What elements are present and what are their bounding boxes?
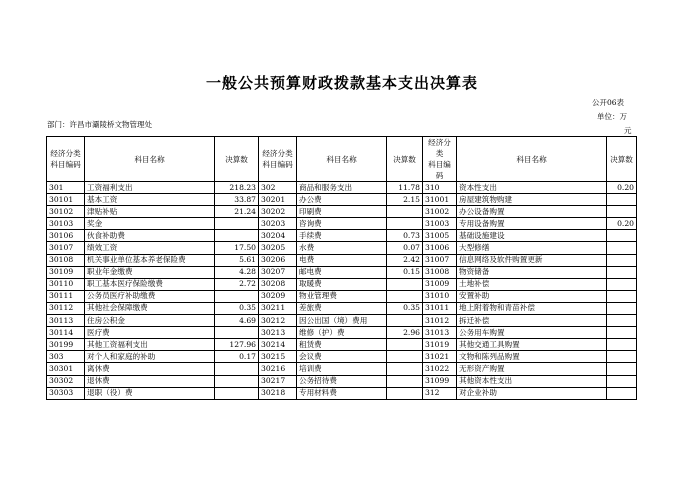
subject-name-cell: 安置补助 [457, 290, 607, 302]
subject-name-cell: 取暖费 [297, 278, 387, 290]
econ-code-cell: 31008 [423, 266, 457, 278]
subject-name-cell: 其他交通工具购置 [457, 339, 607, 351]
header-amount-a: 决算数 [215, 137, 259, 182]
econ-code-cell: 30205 [259, 242, 297, 254]
subject-name-cell: 公务员医疗补助缴费 [85, 290, 215, 302]
subject-name-cell: 其他资本性支出 [457, 375, 607, 387]
amount-cell [607, 242, 637, 254]
subject-name-cell: 公务招待费 [297, 375, 387, 387]
subject-name-cell: 公务用车购置 [457, 327, 607, 339]
amount-cell: 127.96 [215, 339, 259, 351]
econ-code-cell: 30112 [47, 302, 85, 314]
econ-code-cell: 31007 [423, 254, 457, 266]
table-row [47, 218, 637, 230]
amount-cell [215, 363, 259, 375]
header-name-b: 科目名称 [297, 137, 387, 182]
subject-name-cell: 大型修缮 [457, 242, 607, 254]
econ-code-cell: 31010 [423, 290, 457, 302]
form-number: 公开06表 [592, 98, 625, 107]
econ-code-cell: 31001 [423, 194, 457, 206]
econ-code-cell: 30203 [259, 218, 297, 230]
amount-cell: 218.23 [215, 182, 259, 194]
amount-cell [387, 315, 423, 327]
econ-code-cell: 31002 [423, 206, 457, 218]
table-row [47, 387, 637, 399]
amount-cell [607, 363, 637, 375]
econ-code-cell: 30213 [259, 327, 297, 339]
econ-code-cell: 30103 [47, 218, 85, 230]
amount-cell [215, 218, 259, 230]
amount-cell [387, 363, 423, 375]
econ-code-cell: 31003 [423, 218, 457, 230]
expenditure-table [46, 136, 637, 400]
amount-cell: 0.35 [387, 302, 423, 314]
subject-name-cell: 办公设备购置 [457, 206, 607, 218]
subject-name-cell: 物资储备 [457, 266, 607, 278]
amount-cell [607, 315, 637, 327]
unit-label: 单位：万 [597, 112, 627, 121]
econ-code-cell: 31021 [423, 351, 457, 363]
table-header-row [47, 137, 637, 182]
table-row [47, 242, 637, 254]
amount-cell: 0.73 [387, 230, 423, 242]
econ-code-cell: 31009 [423, 278, 457, 290]
econ-code-cell: 310 [423, 182, 457, 194]
department-label: 部门：许昌市灞陵桥文物管理处 [47, 120, 152, 129]
subject-name-cell: 会议费 [297, 351, 387, 363]
amount-cell: 5.61 [215, 254, 259, 266]
subject-name-cell: 商品和服务支出 [297, 182, 387, 194]
amount-cell [607, 387, 637, 399]
econ-code-cell: 30207 [259, 266, 297, 278]
econ-code-cell: 30218 [259, 387, 297, 399]
amount-cell [607, 375, 637, 387]
amount-cell [215, 375, 259, 387]
econ-code-cell: 30101 [47, 194, 85, 206]
amount-cell: 4.28 [215, 266, 259, 278]
econ-code-cell: 31011 [423, 302, 457, 314]
amount-cell [387, 290, 423, 302]
amount-cell: 0.20 [607, 218, 637, 230]
unit-suffix: 元 [624, 126, 632, 135]
subject-name-cell: 医疗费 [85, 327, 215, 339]
amount-cell: 17.50 [215, 242, 259, 254]
amount-cell [387, 351, 423, 363]
subject-name-cell: 租赁费 [297, 339, 387, 351]
amount-cell: 21.24 [215, 206, 259, 218]
econ-code-cell: 30303 [47, 387, 85, 399]
table-row [47, 278, 637, 290]
econ-code-cell: 301 [47, 182, 85, 194]
subject-name-cell: 对企业补助 [457, 387, 607, 399]
econ-code-cell: 31012 [423, 315, 457, 327]
econ-code-cell: 30212 [259, 315, 297, 327]
econ-code-cell: 30211 [259, 302, 297, 314]
amount-cell [387, 387, 423, 399]
econ-code-cell: 30214 [259, 339, 297, 351]
subject-name-cell: 电费 [297, 254, 387, 266]
amount-cell: 33.87 [215, 194, 259, 206]
table-row [47, 302, 637, 314]
subject-name-cell: 土地补偿 [457, 278, 607, 290]
econ-code-cell: 30110 [47, 278, 85, 290]
amount-cell [215, 290, 259, 302]
econ-code-cell: 30109 [47, 266, 85, 278]
table-row [47, 339, 637, 351]
amount-cell: 0.07 [387, 242, 423, 254]
header-code-b: 经济分类 科目编码 [259, 137, 297, 182]
econ-code-cell: 312 [423, 387, 457, 399]
subject-name-cell: 房屋建筑物购建 [457, 194, 607, 206]
header-amount-b: 决算数 [387, 137, 423, 182]
econ-code-cell: 30301 [47, 363, 85, 375]
subject-name-cell: 差旅费 [297, 302, 387, 314]
amount-cell [607, 278, 637, 290]
econ-code-cell: 31022 [423, 363, 457, 375]
amount-cell [387, 278, 423, 290]
amount-cell: 2.15 [387, 194, 423, 206]
amount-cell [607, 266, 637, 278]
header-name-a: 科目名称 [85, 137, 215, 182]
header-name-c: 科目名称 [457, 137, 607, 182]
subject-name-cell: 因公出国（境）费用 [297, 315, 387, 327]
table-row [47, 194, 637, 206]
amount-cell: 11.78 [387, 182, 423, 194]
header-code-a: 经济分类 科目编码 [47, 137, 85, 182]
amount-cell: 2.96 [387, 327, 423, 339]
amount-cell [607, 290, 637, 302]
econ-code-cell: 30102 [47, 206, 85, 218]
subject-name-cell: 水费 [297, 242, 387, 254]
amount-cell [387, 218, 423, 230]
amount-cell [607, 339, 637, 351]
amount-cell [607, 230, 637, 242]
subject-name-cell: 对个人和家庭的补助 [85, 351, 215, 363]
econ-code-cell: 30302 [47, 375, 85, 387]
amount-cell [607, 327, 637, 339]
amount-cell [607, 206, 637, 218]
econ-code-cell: 30111 [47, 290, 85, 302]
subject-name-cell: 拆迁补偿 [457, 315, 607, 327]
amount-cell: 2.72 [215, 278, 259, 290]
econ-code-cell: 30114 [47, 327, 85, 339]
subject-name-cell: 绩效工资 [85, 242, 215, 254]
subject-name-cell: 住房公积金 [85, 315, 215, 327]
subject-name-cell: 津贴补贴 [85, 206, 215, 218]
econ-code-cell: 303 [47, 351, 85, 363]
econ-code-cell: 31099 [423, 375, 457, 387]
table-row [47, 351, 637, 363]
econ-code-cell: 302 [259, 182, 297, 194]
subject-name-cell: 地上附着物和青苗补偿 [457, 302, 607, 314]
subject-name-cell: 退休费 [85, 375, 215, 387]
econ-code-cell: 31019 [423, 339, 457, 351]
table-row [47, 290, 637, 302]
econ-code-cell: 31006 [423, 242, 457, 254]
econ-code-cell: 30108 [47, 254, 85, 266]
econ-code-cell: 30216 [259, 363, 297, 375]
amount-cell: 0.35 [215, 302, 259, 314]
subject-name-cell: 无形资产购置 [457, 363, 607, 375]
amount-cell [387, 375, 423, 387]
table-row [47, 206, 637, 218]
amount-cell [215, 230, 259, 242]
econ-code-cell: 30113 [47, 315, 85, 327]
subject-name-cell: 文物和陈列品购置 [457, 351, 607, 363]
subject-name-cell: 信息网络及软件购置更新 [457, 254, 607, 266]
subject-name-cell: 手续费 [297, 230, 387, 242]
subject-name-cell: 职工基本医疗保险缴费 [85, 278, 215, 290]
subject-name-cell: 机关事业单位基本养老保险费 [85, 254, 215, 266]
subject-name-cell: 物业管理费 [297, 290, 387, 302]
subject-name-cell: 专用材料费 [297, 387, 387, 399]
amount-cell: 0.17 [215, 351, 259, 363]
amount-cell [607, 302, 637, 314]
subject-name-cell: 资本性支出 [457, 182, 607, 194]
subject-name-cell: 培训费 [297, 363, 387, 375]
amount-cell [607, 194, 637, 206]
subject-name-cell: 基础设施建设 [457, 230, 607, 242]
econ-code-cell: 30209 [259, 290, 297, 302]
table-row [47, 315, 637, 327]
subject-name-cell: 邮电费 [297, 266, 387, 278]
econ-code-cell: 30107 [47, 242, 85, 254]
table-row [47, 327, 637, 339]
amount-cell: 2.42 [387, 254, 423, 266]
subject-name-cell: 离休费 [85, 363, 215, 375]
subject-name-cell: 其他社会保障缴费 [85, 302, 215, 314]
econ-code-cell: 30106 [47, 230, 85, 242]
amount-cell [387, 339, 423, 351]
econ-code-cell: 31005 [423, 230, 457, 242]
amount-cell: 0.15 [387, 266, 423, 278]
table-row [47, 254, 637, 266]
table-row [47, 230, 637, 242]
table-row [47, 363, 637, 375]
econ-code-cell: 30217 [259, 375, 297, 387]
table-row [47, 266, 637, 278]
subject-name-cell: 办公费 [297, 194, 387, 206]
amount-cell [215, 387, 259, 399]
subject-name-cell: 职业年金缴费 [85, 266, 215, 278]
amount-cell [387, 206, 423, 218]
econ-code-cell: 30215 [259, 351, 297, 363]
subject-name-cell: 专用设备购置 [457, 218, 607, 230]
header-amount-c: 决算数 [607, 137, 637, 182]
amount-cell [607, 351, 637, 363]
amount-cell: 0.20 [607, 182, 637, 194]
econ-code-cell: 30199 [47, 339, 85, 351]
econ-code-cell: 30201 [259, 194, 297, 206]
subject-name-cell: 奖金 [85, 218, 215, 230]
econ-code-cell: 31013 [423, 327, 457, 339]
subject-name-cell: 维修（护）费 [297, 327, 387, 339]
subject-name-cell: 基本工资 [85, 194, 215, 206]
subject-name-cell: 退职（役）费 [85, 387, 215, 399]
amount-cell: 4.69 [215, 315, 259, 327]
table-row [47, 375, 637, 387]
econ-code-cell: 30208 [259, 278, 297, 290]
table-row [47, 182, 637, 194]
report-title: 一般公共预算财政拨款基本支出决算表 [205, 74, 478, 92]
amount-cell [215, 327, 259, 339]
subject-name-cell: 工资福利支出 [85, 182, 215, 194]
header-code-c: 经济分类 科目编码 [423, 137, 457, 182]
subject-name-cell: 伙食补助费 [85, 230, 215, 242]
subject-name-cell: 咨询费 [297, 218, 387, 230]
econ-code-cell: 30206 [259, 254, 297, 266]
econ-code-cell: 30202 [259, 206, 297, 218]
subject-name-cell: 印刷费 [297, 206, 387, 218]
amount-cell [607, 254, 637, 266]
subject-name-cell: 其他工资福利支出 [85, 339, 215, 351]
econ-code-cell: 30204 [259, 230, 297, 242]
